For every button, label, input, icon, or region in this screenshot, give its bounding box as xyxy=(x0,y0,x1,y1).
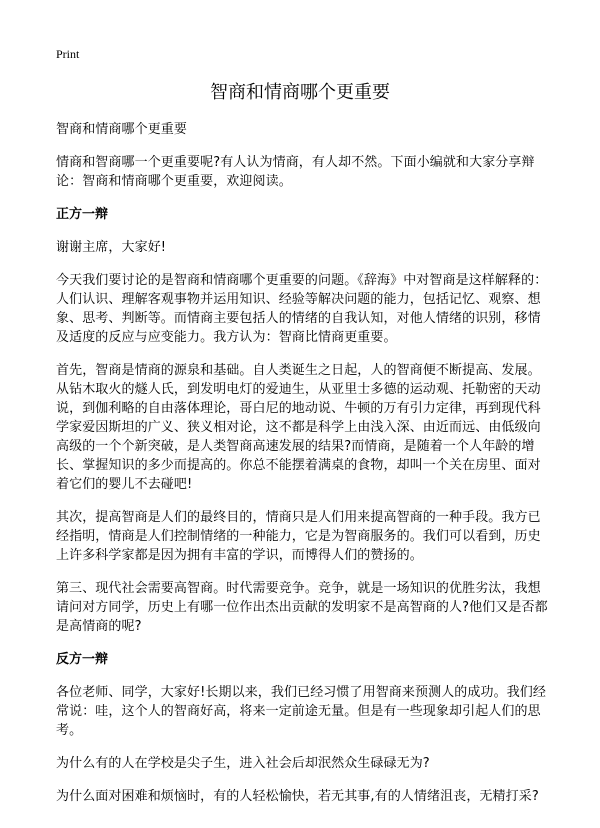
paragraph: 为什么有的人在学校是尖子生，进入社会后却泯然众生碌碌无为? xyxy=(56,756,430,771)
section-heading-con: 反方一辩 xyxy=(56,652,109,667)
intro-paragraph: 情商和智商哪一个更重要呢?有人认为情商，有人却不然。下面小编就和大家分享辩论：智商和情商哪个更重要，欢迎阅读。 xyxy=(56,155,535,189)
print-link[interactable]: Print xyxy=(56,47,80,61)
article-subtitle: 智商和情商哪个更重要 xyxy=(56,122,188,137)
paragraph: 第三、现代社会需要高智商。时代需要竞争。竞争，就是一场知识的优胜劣汰，我想请问对方同学，历史上有哪一位作出杰出贡献的发明家不是高智商的人?他们又是否都是高情商的呢? xyxy=(56,581,548,634)
paragraph: 各位老师、同学，大家好!长期以来，我们已经习惯了用智商来预测人的成功。我们经常说：哇，这个人的智商好高，将来一定前途无量。但是有一些现象却引起人们的思考。 xyxy=(56,685,547,738)
paragraph: 为什么面对困难和烦恼时，有的人轻松愉快，若无其事,有的人情绪沮丧，无精打采? xyxy=(56,789,539,804)
paragraph: 谢谢主席，大家好! xyxy=(56,240,167,255)
paragraph: 首先，智商是情商的源泉和基础。自人类诞生之日起，人的智商便不断提高、发展。从钻木取火的燧人氏，到发明电灯的爱迪生，从亚里士多德的运动观、托勒密的天动说，到伽利略的自由落体理论，哥白尼的地动说、牛顿的万有引力定律，再到现代科学家爱因斯坦的广义、狭义相对论，这不都是科学上由浅入深、由近而远、由低级向高级的一个个新突破，是人类智商高速发展的结果?而情商，是随着一个人年龄的增长、掌握知识的多少而提高的。你总不能摆着满桌的食物，却叫一个关在房里、面对着它们的婴儿不去碰吧! xyxy=(56,363,541,492)
page-title: 智商和情商哪个更重要 xyxy=(210,82,390,103)
section-heading-pro: 正方一辩 xyxy=(56,207,109,222)
paragraph: 其次，提高智商是人们的最终目的，情商只是人们用来提高智商的一种手段。我方已经指明，情商是人们控制情绪的一种能力，它是为智商服务的。我们可以看到，历史上许多科学家都是因为拥有丰富的学识，而博得人们的赞扬的。 xyxy=(56,510,541,563)
paragraph: 今天我们要讨论的是智商和情商哪个更重要的问题。《辞海》中对智商是这样解释的：人们认识、理解客观事物并运用知识、经验等解决问题的能力，包括记忆、观察、想象、思考、判断等。而情商主要包括人的情绪的自我认知，对他人情绪的识别，移情及适度的反应与应变能力。我方认为：智商比情商更重要。 xyxy=(56,273,548,345)
article-body xyxy=(56,120,550,820)
